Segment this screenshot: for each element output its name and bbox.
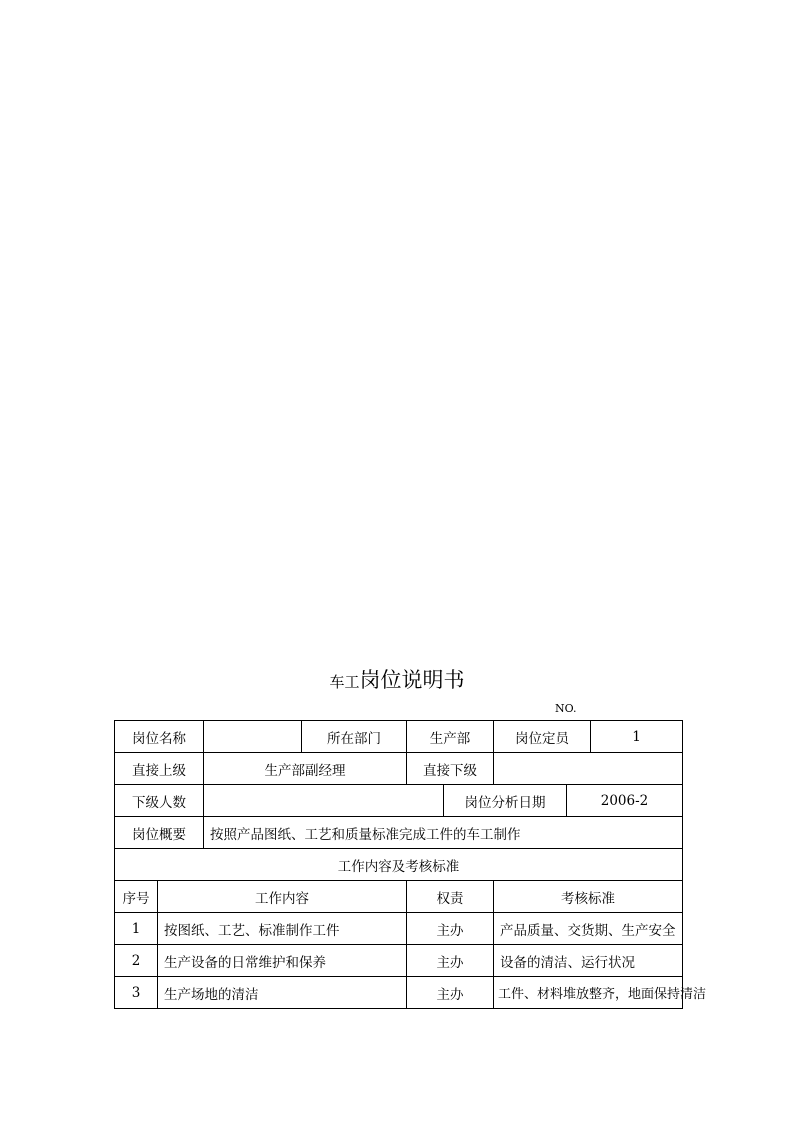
duty-content: 生产场地的清洁 [158, 977, 407, 1009]
label-analysis-date: 岗位分析日期 [444, 785, 567, 817]
headcount-value: 1 [591, 721, 683, 753]
row-superior [115, 753, 683, 785]
row-subordinate-count [115, 785, 683, 817]
label-direct-subordinate: 直接下级 [407, 753, 494, 785]
duty-row [115, 945, 683, 977]
duty-standard: 设备的清洁、运行状况 [494, 945, 683, 977]
analysis-date-value: 2006-2 [567, 785, 683, 817]
duty-authority: 主办 [407, 945, 494, 977]
document-number-label: NO. [555, 702, 577, 715]
duty-header-row [115, 881, 683, 913]
duty-seq: 1 [115, 913, 158, 945]
row-section-title [115, 849, 683, 881]
header-standard: 考核标准 [494, 881, 683, 913]
duty-authority: 主办 [407, 977, 494, 1009]
subordinate-count-value [204, 785, 444, 817]
row-position [115, 721, 683, 753]
label-subordinate-count: 下级人数 [115, 785, 204, 817]
title-main: 岗位说明书 [359, 668, 465, 692]
label-headcount: 岗位定员 [494, 721, 591, 753]
duty-seq: 3 [115, 977, 158, 1009]
row-summary [115, 817, 683, 849]
direct-subordinate-value [494, 753, 683, 785]
header-seq: 序号 [115, 881, 158, 913]
header-content: 工作内容 [158, 881, 407, 913]
duty-standard: 工件、材料堆放整齐，地面保持清洁 [494, 977, 683, 1009]
duty-standard: 产品质量、交货期、生产安全 [494, 913, 683, 945]
section-title: 工作内容及考核标准 [115, 849, 683, 881]
label-position-name: 岗位名称 [115, 721, 204, 753]
header-authority: 权责 [407, 881, 494, 913]
label-direct-superior: 直接上级 [115, 753, 204, 785]
duty-seq: 2 [115, 945, 158, 977]
duty-authority: 主办 [407, 913, 494, 945]
duty-content: 按图纸、工艺、标准制作工件 [158, 913, 407, 945]
document-title [0, 664, 794, 694]
title-prefix: 车工 [329, 673, 360, 691]
duty-row [115, 977, 683, 1009]
position-name-value [204, 721, 302, 753]
job-description-table [114, 720, 707, 1009]
label-job-summary: 岗位概要 [115, 817, 204, 849]
duty-content: 生产设备的日常维护和保养 [158, 945, 407, 977]
direct-superior-value: 生产部副经理 [204, 753, 407, 785]
label-department: 所在部门 [302, 721, 407, 753]
job-summary-value: 按照产品图纸、工艺和质量标准完成工件的车工制作 [204, 817, 683, 849]
duty-row [115, 913, 683, 945]
department-value: 生产部 [407, 721, 494, 753]
